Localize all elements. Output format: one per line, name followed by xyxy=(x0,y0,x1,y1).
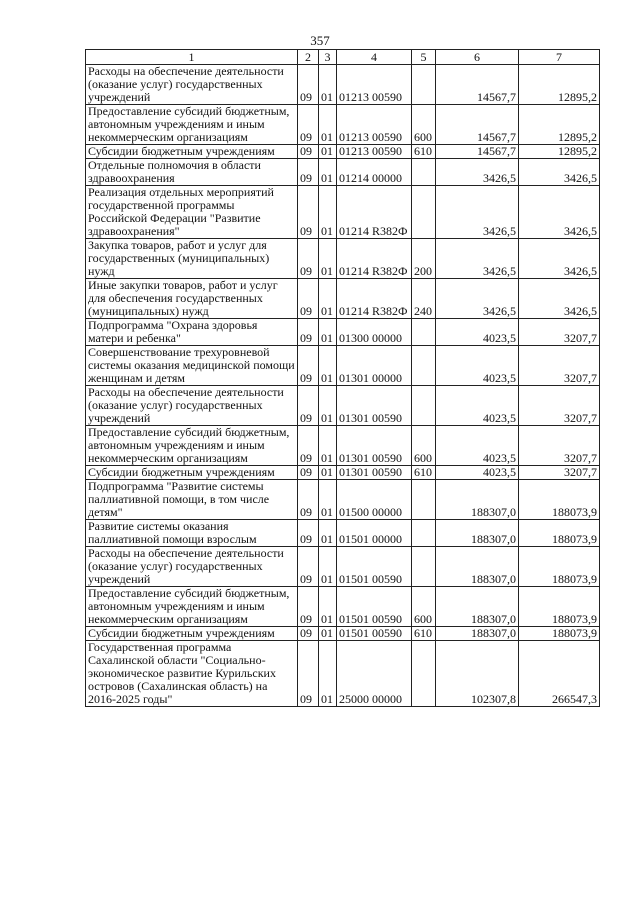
amount-col6: 3426,5 xyxy=(436,186,519,239)
column-header: 2 xyxy=(298,50,319,65)
amount-col7: 3207,7 xyxy=(519,386,600,426)
target-article-code: 01213 00590 xyxy=(337,105,412,145)
table-row xyxy=(86,520,600,547)
table-row xyxy=(86,627,600,641)
table-row xyxy=(86,641,600,707)
page-number: 357 xyxy=(310,33,330,48)
row-name: Государственная программа Сахалинской области "Социально-экономическое развитие Курильских островов (Сахалинская область) на 2016-2025 годы" xyxy=(86,641,298,707)
amount-col7: 12895,2 xyxy=(519,105,600,145)
amount-col7: 188073,9 xyxy=(519,627,600,641)
row-name: Развитие системы оказания паллиативной помощи взрослым xyxy=(86,520,298,547)
subsection-code: 01 xyxy=(319,426,337,466)
expense-type-code: 240 xyxy=(412,279,436,319)
subsection-code: 01 xyxy=(319,386,337,426)
section-code: 09 xyxy=(298,159,319,186)
amount-col7: 3426,5 xyxy=(519,159,600,186)
row-name: Предоставление субсидий бюджетным, автономным учреждениям и иным некоммерческим организациям xyxy=(86,587,298,627)
subsection-code: 01 xyxy=(319,105,337,145)
expense-type-code xyxy=(412,386,436,426)
table-row xyxy=(86,159,600,186)
row-name: Субсидии бюджетным учреждениям xyxy=(86,145,298,159)
expense-type-code xyxy=(412,547,436,587)
expense-type-code: 610 xyxy=(412,145,436,159)
target-article-code: 01214 R382Ф xyxy=(337,239,412,279)
expense-type-code: 600 xyxy=(412,105,436,145)
row-name: Совершенствование трехуровневой системы оказания медицинской помощи женщинам и детям xyxy=(86,346,298,386)
section-code: 09 xyxy=(298,65,319,105)
subsection-code: 01 xyxy=(319,346,337,386)
subsection-code: 01 xyxy=(319,480,337,520)
table-row xyxy=(86,346,600,386)
amount-col6: 4023,5 xyxy=(436,386,519,426)
section-code: 09 xyxy=(298,145,319,159)
subsection-code: 01 xyxy=(319,547,337,587)
section-code: 09 xyxy=(298,627,319,641)
target-article-code: 01501 00590 xyxy=(337,587,412,627)
target-article-code: 01214 R382Ф xyxy=(337,186,412,239)
section-code: 09 xyxy=(298,319,319,346)
column-header: 7 xyxy=(519,50,600,65)
section-code: 09 xyxy=(298,105,319,145)
expense-type-code xyxy=(412,480,436,520)
subsection-code: 01 xyxy=(319,239,337,279)
expense-type-code: 200 xyxy=(412,239,436,279)
subsection-code: 01 xyxy=(319,641,337,707)
target-article-code: 01501 00590 xyxy=(337,547,412,587)
row-name: Подпрограмма "Охрана здоровья матери и ребенка" xyxy=(86,319,298,346)
expense-type-code xyxy=(412,346,436,386)
section-code: 09 xyxy=(298,641,319,707)
row-name: Предоставление субсидий бюджетным, автономным учреждениям и иным некоммерческим организациям xyxy=(86,105,298,145)
section-code: 09 xyxy=(298,547,319,587)
amount-col6: 4023,5 xyxy=(436,319,519,346)
target-article-code: 01300 00000 xyxy=(337,319,412,346)
amount-col7: 188073,9 xyxy=(519,547,600,587)
amount-col7: 3207,7 xyxy=(519,346,600,386)
section-code: 09 xyxy=(298,480,319,520)
row-name: Расходы на обеспечение деятельности (оказание услуг) государственных учреждений xyxy=(86,547,298,587)
row-name: Отдельные полномочия в области здравоохранения xyxy=(86,159,298,186)
row-name: Субсидии бюджетным учреждениям xyxy=(86,466,298,480)
amount-col7: 12895,2 xyxy=(519,65,600,105)
amount-col6: 14567,7 xyxy=(436,65,519,105)
amount-col7: 3426,5 xyxy=(519,186,600,239)
section-code: 09 xyxy=(298,346,319,386)
amount-col7: 266547,3 xyxy=(519,641,600,707)
table-row xyxy=(86,466,600,480)
amount-col7: 188073,9 xyxy=(519,520,600,547)
amount-col7: 3207,7 xyxy=(519,319,600,346)
target-article-code: 01501 00590 xyxy=(337,627,412,641)
amount-col6: 4023,5 xyxy=(436,426,519,466)
amount-col6: 14567,7 xyxy=(436,105,519,145)
section-code: 09 xyxy=(298,279,319,319)
row-name: Расходы на обеспечение деятельности (оказание услуг) государственных учреждений xyxy=(86,65,298,105)
row-name: Закупка товаров, работ и услуг для государственных (муниципальных) нужд xyxy=(86,239,298,279)
subsection-code: 01 xyxy=(319,145,337,159)
amount-col7: 188073,9 xyxy=(519,587,600,627)
subsection-code: 01 xyxy=(319,186,337,239)
amount-col6: 188307,0 xyxy=(436,587,519,627)
table-row xyxy=(86,587,600,627)
table-row xyxy=(86,239,600,279)
amount-col7: 12895,2 xyxy=(519,145,600,159)
table-row xyxy=(86,386,600,426)
table-row xyxy=(86,279,600,319)
target-article-code: 01301 00590 xyxy=(337,386,412,426)
amount-col6: 188307,0 xyxy=(436,480,519,520)
amount-col6: 188307,0 xyxy=(436,547,519,587)
expense-type-code xyxy=(412,520,436,547)
section-code: 09 xyxy=(298,186,319,239)
table-body xyxy=(86,65,600,707)
target-article-code: 01214 R382Ф xyxy=(337,279,412,319)
amount-col7: 3207,7 xyxy=(519,426,600,466)
section-code: 09 xyxy=(298,466,319,480)
amount-col6: 4023,5 xyxy=(436,346,519,386)
table-row xyxy=(86,145,600,159)
row-name: Подпрограмма "Развитие системы паллиативной помощи, в том числе детям" xyxy=(86,480,298,520)
amount-col6: 4023,5 xyxy=(436,466,519,480)
target-article-code: 01301 00590 xyxy=(337,426,412,466)
amount-col7: 188073,9 xyxy=(519,480,600,520)
expense-type-code: 610 xyxy=(412,627,436,641)
table-row xyxy=(86,186,600,239)
row-name: Реализация отдельных мероприятий государственной программы Российской Федерации "Развитие здравоохранения" xyxy=(86,186,298,239)
table-row xyxy=(86,547,600,587)
section-code: 09 xyxy=(298,239,319,279)
amount-col6: 14567,7 xyxy=(436,145,519,159)
row-name: Расходы на обеспечение деятельности (оказание услуг) государственных учреждений xyxy=(86,386,298,426)
subsection-code: 01 xyxy=(319,65,337,105)
target-article-code: 01214 00000 xyxy=(337,159,412,186)
expense-type-code xyxy=(412,641,436,707)
column-header: 4 xyxy=(337,50,412,65)
expense-type-code: 600 xyxy=(412,587,436,627)
subsection-code: 01 xyxy=(319,319,337,346)
expense-type-code xyxy=(412,319,436,346)
expense-type-code xyxy=(412,186,436,239)
amount-col6: 3426,5 xyxy=(436,279,519,319)
column-header: 6 xyxy=(436,50,519,65)
subsection-code: 01 xyxy=(319,279,337,319)
column-header: 1 xyxy=(86,50,298,65)
section-code: 09 xyxy=(298,386,319,426)
expense-type-code: 610 xyxy=(412,466,436,480)
amount-col6: 188307,0 xyxy=(436,520,519,547)
target-article-code: 01301 00000 xyxy=(337,346,412,386)
row-name: Предоставление субсидий бюджетным, автономным учреждениям и иным некоммерческим организациям xyxy=(86,426,298,466)
section-code: 09 xyxy=(298,426,319,466)
subsection-code: 01 xyxy=(319,466,337,480)
column-header: 5 xyxy=(412,50,436,65)
table-row xyxy=(86,105,600,145)
subsection-code: 01 xyxy=(319,520,337,547)
expense-type-code xyxy=(412,65,436,105)
amount-col7: 3207,7 xyxy=(519,466,600,480)
section-code: 09 xyxy=(298,520,319,547)
table-row xyxy=(86,319,600,346)
target-article-code: 01301 00590 xyxy=(337,466,412,480)
row-name: Субсидии бюджетным учреждениям xyxy=(86,627,298,641)
amount-col6: 3426,5 xyxy=(436,239,519,279)
amount-col6: 188307,0 xyxy=(436,627,519,641)
target-article-code: 25000 00000 xyxy=(337,641,412,707)
subsection-code: 01 xyxy=(319,627,337,641)
target-article-code: 01213 00590 xyxy=(337,65,412,105)
subsection-code: 01 xyxy=(319,159,337,186)
subsection-code: 01 xyxy=(319,587,337,627)
expense-type-code xyxy=(412,159,436,186)
expense-type-code: 600 xyxy=(412,426,436,466)
row-name: Иные закупки товаров, работ и услуг для обеспечения государственных (муниципальных) нужд xyxy=(86,279,298,319)
section-code: 09 xyxy=(298,587,319,627)
amount-col6: 3426,5 xyxy=(436,159,519,186)
header-row xyxy=(86,50,600,65)
target-article-code: 01501 00000 xyxy=(337,520,412,547)
table-row xyxy=(86,480,600,520)
amount-col7: 3426,5 xyxy=(519,239,600,279)
amount-col6: 102307,8 xyxy=(436,641,519,707)
table-row xyxy=(86,65,600,105)
table-row xyxy=(86,426,600,466)
target-article-code: 01213 00590 xyxy=(337,145,412,159)
target-article-code: 01500 00000 xyxy=(337,480,412,520)
amount-col7: 3426,5 xyxy=(519,279,600,319)
budget-table xyxy=(85,49,600,707)
column-header: 3 xyxy=(319,50,337,65)
